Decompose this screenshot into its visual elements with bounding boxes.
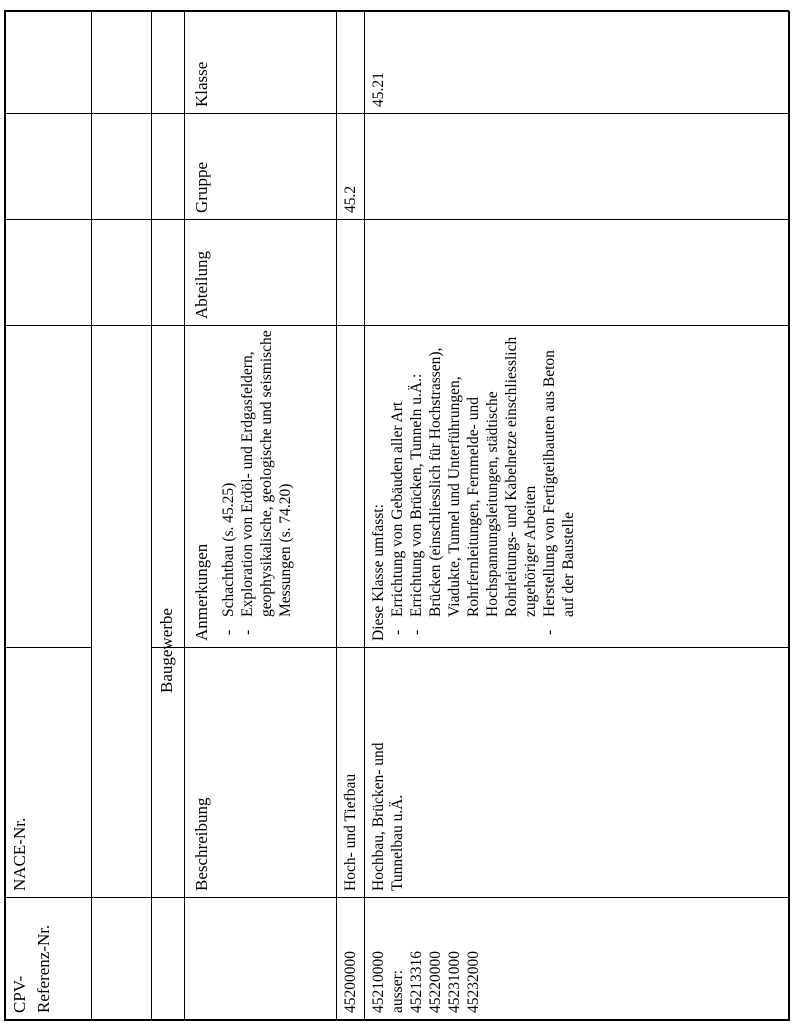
row3-beschreibung: Hochbau, Brücken- und Tunnelbau u.Ä.	[370, 742, 406, 891]
dash-bullet: -	[389, 629, 406, 635]
row3-anmerkungen	[369, 329, 787, 641]
dash-bullet: -	[239, 629, 256, 635]
row-divider-2	[364, 11, 365, 1021]
table-border-top	[4, 11, 6, 1021]
header-anmerkungen: Anmerkungen	[192, 543, 211, 641]
col-divider-anmerkungen	[4, 325, 789, 326]
note-item	[388, 329, 407, 641]
header-nace: NACE-Nr.	[10, 817, 29, 891]
header-divider-1	[91, 11, 92, 1021]
row1-anmerkungen	[219, 329, 335, 641]
row1-notes-list	[219, 329, 295, 641]
dash-bullet: -	[541, 629, 558, 635]
row3-cpv: 45210000 ausser: 45213316 45220000 45231000 45232000	[370, 951, 482, 1013]
header-cpv: CPV- Referenz-Nr.	[10, 924, 53, 1013]
header-divider-2	[151, 11, 152, 1021]
col-divider-nace	[4, 647, 92, 648]
header-gruppe: Gruppe	[192, 162, 211, 213]
header-klasse: Klasse	[192, 61, 211, 107]
col-divider-gruppe	[4, 113, 789, 114]
note-text: Exploration von Erdöl- und Erdgasfeldern, geophysikalische, geologische und seismische Messungen (s. 74.20)	[239, 330, 294, 617]
row2-beschreibung: Hoch- und Tiefbau	[342, 773, 359, 891]
note-text: Schachtbau (s. 45.25)	[220, 482, 237, 617]
row3-notes-intro: Diese Klasse umfasst:	[370, 504, 387, 641]
note-text: Herstellung von Fertigteilbauten aus Beton auf der Baustelle	[541, 350, 577, 617]
note-item	[540, 329, 578, 641]
col-divider-beschreibung	[151, 647, 789, 648]
header-section: Baugewerbe	[157, 608, 176, 693]
table-border-bottom	[788, 11, 790, 1021]
row3-klasse: 45.21	[370, 72, 387, 107]
dash-bullet: -	[408, 629, 425, 635]
row2-cpv: 45200000	[342, 951, 359, 1013]
row2-gruppe: 45.2	[342, 185, 359, 213]
note-text: Errichtung von Brücken, Tunneln u.Ä.: Brücken (einschliesslich für Hochstrassen), Viadukte, Tunnel und Unterführungen, Rohrfernleitungen, Fernmelde- und Hochspannungsleitungen, städtische Rohrleitungs- und Kabelnetze einschliesslich zugehöriger Arbeiten	[408, 336, 539, 617]
header-divider-3	[184, 11, 185, 1021]
table-border-left	[4, 1020, 789, 1022]
row3-notes-list	[388, 329, 578, 641]
col-divider-abteilung	[4, 219, 789, 220]
header-beschreibung: Beschreibung	[192, 797, 211, 891]
row-divider-1	[336, 11, 337, 1021]
note-item	[238, 329, 295, 641]
note-text: Errichtung von Gebäuden aller Art	[389, 401, 406, 617]
col-divider-cpv	[4, 897, 789, 898]
note-item	[219, 329, 238, 641]
table-border-right	[4, 11, 789, 13]
header-abteilung: Abteilung	[192, 251, 211, 319]
dash-bullet: -	[220, 629, 237, 635]
note-item	[407, 329, 540, 641]
